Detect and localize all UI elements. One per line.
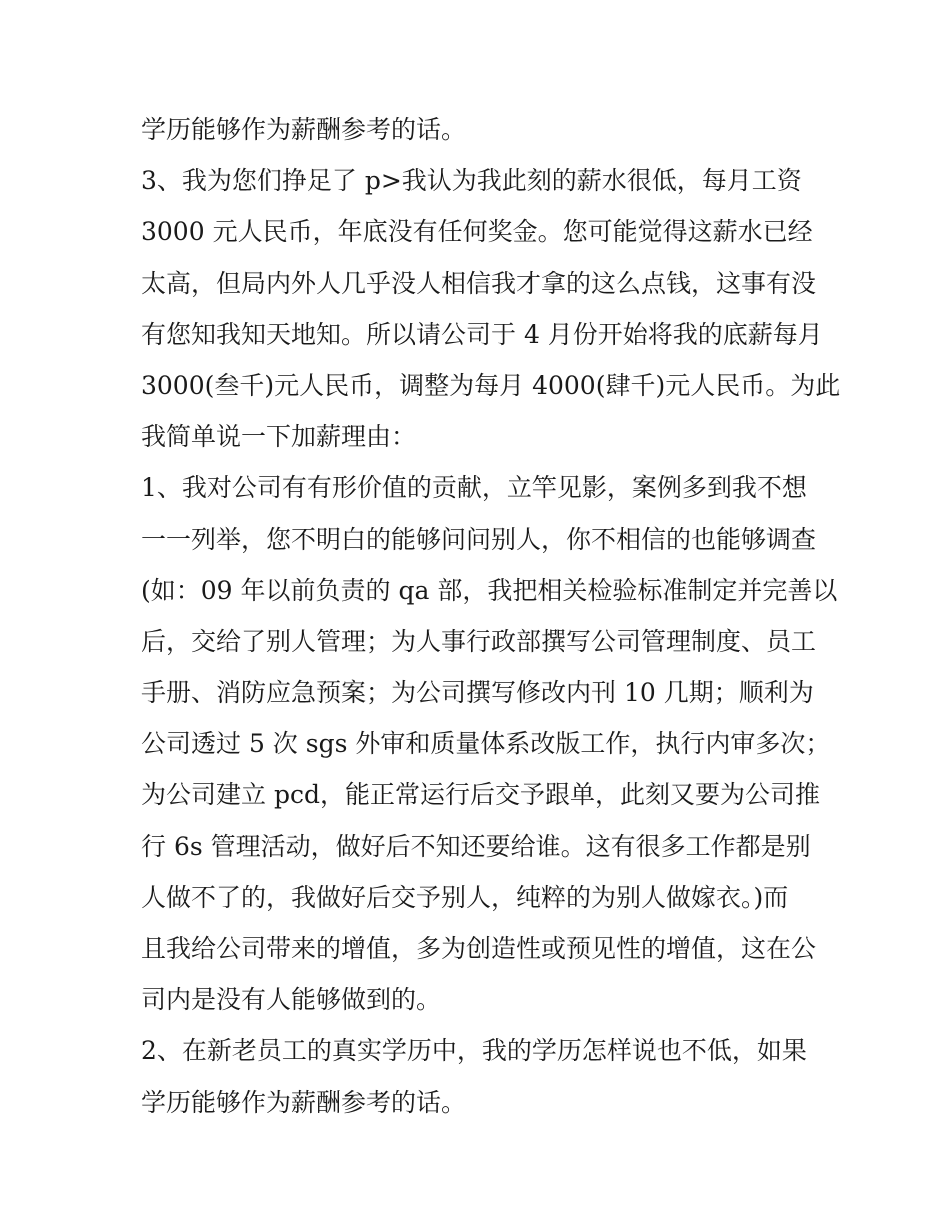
text-line: 公司透过 5 次 sgs 外审和质量体系改版工作，执行内审多次； [141,729,831,759]
text-line: 后，交给了别人管理；为人事行政部撰写公司管理制度、员工 [141,626,817,656]
text-line: 有您知我知天地知。所以请公司于 4 月份开始将我的底薪每月 [141,319,823,349]
text-line: 3、我为您们挣足了 p>我认为我此刻的薪水很低，每月工资 [141,166,802,196]
text-line: 太高，但局内外人几乎没人相信我才拿的这么点钱，这事有没 [141,268,817,298]
text-line: 司内是没有人能够做到的。 [141,985,442,1015]
text-line: 3000 元人民币，年底没有任何奖金。您可能觉得这薪水已经 [141,217,813,247]
text-line: (如：09 年以前负责的 qa 部，我把相关检验标准制定并完善以 [141,575,838,605]
text-line: 1、我对公司有有形价值的贡献，立竿见影，案例多到我不想 [141,473,807,503]
body-text [141,104,841,1128]
text-line: 为公司建立 pcd，能正常运行后交予跟单，此刻又要为公司推 [141,780,820,810]
text-line: 且我给公司带来的增值，多为创造性或预见性的增值，这在公 [141,934,817,963]
text-line: 学历能够作为薪酬参考的话。 [141,1087,467,1117]
text-line: 我简单说一下加薪理由： [141,422,417,452]
text-line: 人做不了的，我做好后交予别人，纯粹的为别人做嫁衣。)而 [141,882,789,912]
text-line: 学历能够作为薪酬参考的话。 [141,115,467,144]
text-line: 行 6s 管理活动，做好后不知还要给谁。这有很多工作都是别 [141,831,811,861]
text-line: 手册、消防应急预案；为公司撰写修改内刊 10 几期；顺利为 [141,678,814,708]
text-line: 3000(叁千)元人民币，调整为每月 4000(肆千)元人民币。为此 [141,370,841,400]
text-line: 一一列举，您不明白的能够问问别人，你不相信的也能够调查 [141,524,817,554]
text-line: 2、在新老员工的真实学历中，我的学历怎样说也不低，如果 [141,1036,807,1066]
